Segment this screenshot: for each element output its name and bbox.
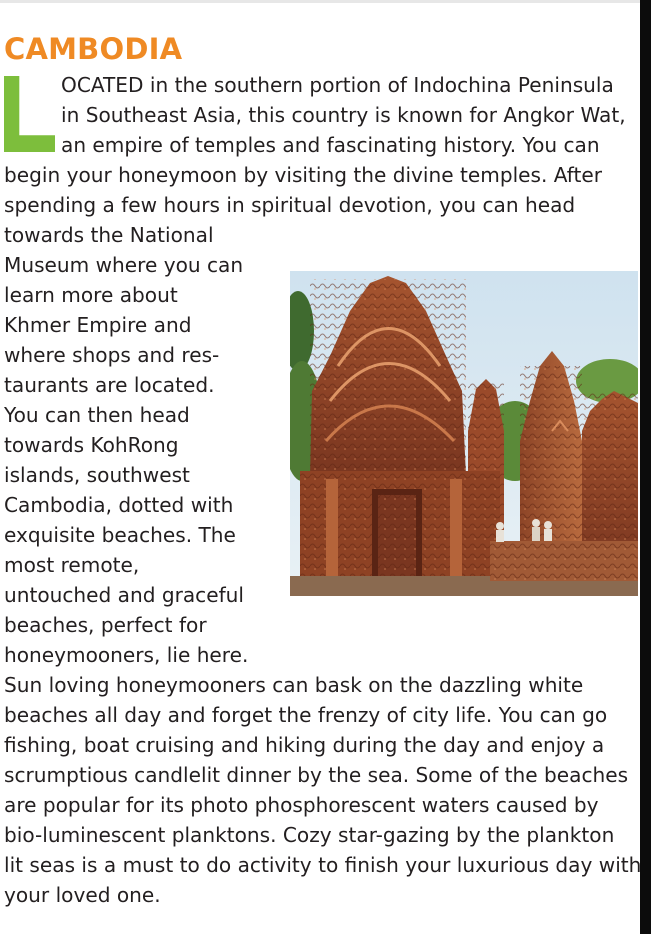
body-line: OCATED in the southern portion of Indochina Peninsula (61, 73, 614, 97)
body-line: exquisite beaches. The (4, 523, 236, 547)
body-line: spending a few hours in spiritual devotion, you can head (4, 193, 576, 217)
body-line: beaches all day and forget the frenzy of city life. You can go (4, 703, 608, 727)
body-line: honeymooners, lie here. (4, 643, 249, 667)
body-line: untouched and graceful (4, 583, 244, 607)
body-line: bio-luminescent planktons. Cozy star-gazing by the plankton (4, 823, 615, 847)
page-edge-bar (640, 0, 651, 934)
body-line: Museum where you can (4, 253, 244, 277)
body-line: in Southeast Asia, this country is known for Angkor Wat, (61, 103, 626, 127)
body-line: towards the National (4, 223, 214, 247)
body-line: You can then head (4, 403, 190, 427)
body-line: scrumptious candlelit dinner by the sea. Some of the beaches (4, 763, 629, 787)
body-line: learn more about (4, 283, 178, 307)
temple-photo (290, 271, 638, 596)
body-line: Khmer Empire and (4, 313, 192, 337)
body-line: are popular for its photo phosphorescent waters caused by (4, 793, 599, 817)
body-line: most remote, (4, 553, 140, 577)
body-line: Cambodia, dotted with (4, 493, 234, 517)
body-line: begin your honeymoon by visiting the divine temples. After (4, 163, 603, 187)
drop-cap-letter (4, 76, 55, 152)
article-title: CAMBODIA (4, 32, 183, 66)
body-line: beaches, perfect for (4, 613, 207, 637)
body-line: an empire of temples and fascinating history. You can (61, 133, 600, 157)
body-line: Sun loving honeymooners can bask on the dazzling white (4, 673, 584, 697)
body-line: where shops and res- (4, 343, 220, 367)
body-line: towards KohRong (4, 433, 179, 457)
top-rule (0, 0, 640, 3)
body-line: taurants are located. (4, 373, 215, 397)
body-line: islands, southwest (4, 463, 190, 487)
body-line: fishing, boat cruising and hiking during the day and enjoy a (4, 733, 605, 757)
body-line: your loved one. (4, 883, 161, 907)
body-line: lit seas is a must to do activity to finish your luxurious day with (4, 853, 642, 877)
